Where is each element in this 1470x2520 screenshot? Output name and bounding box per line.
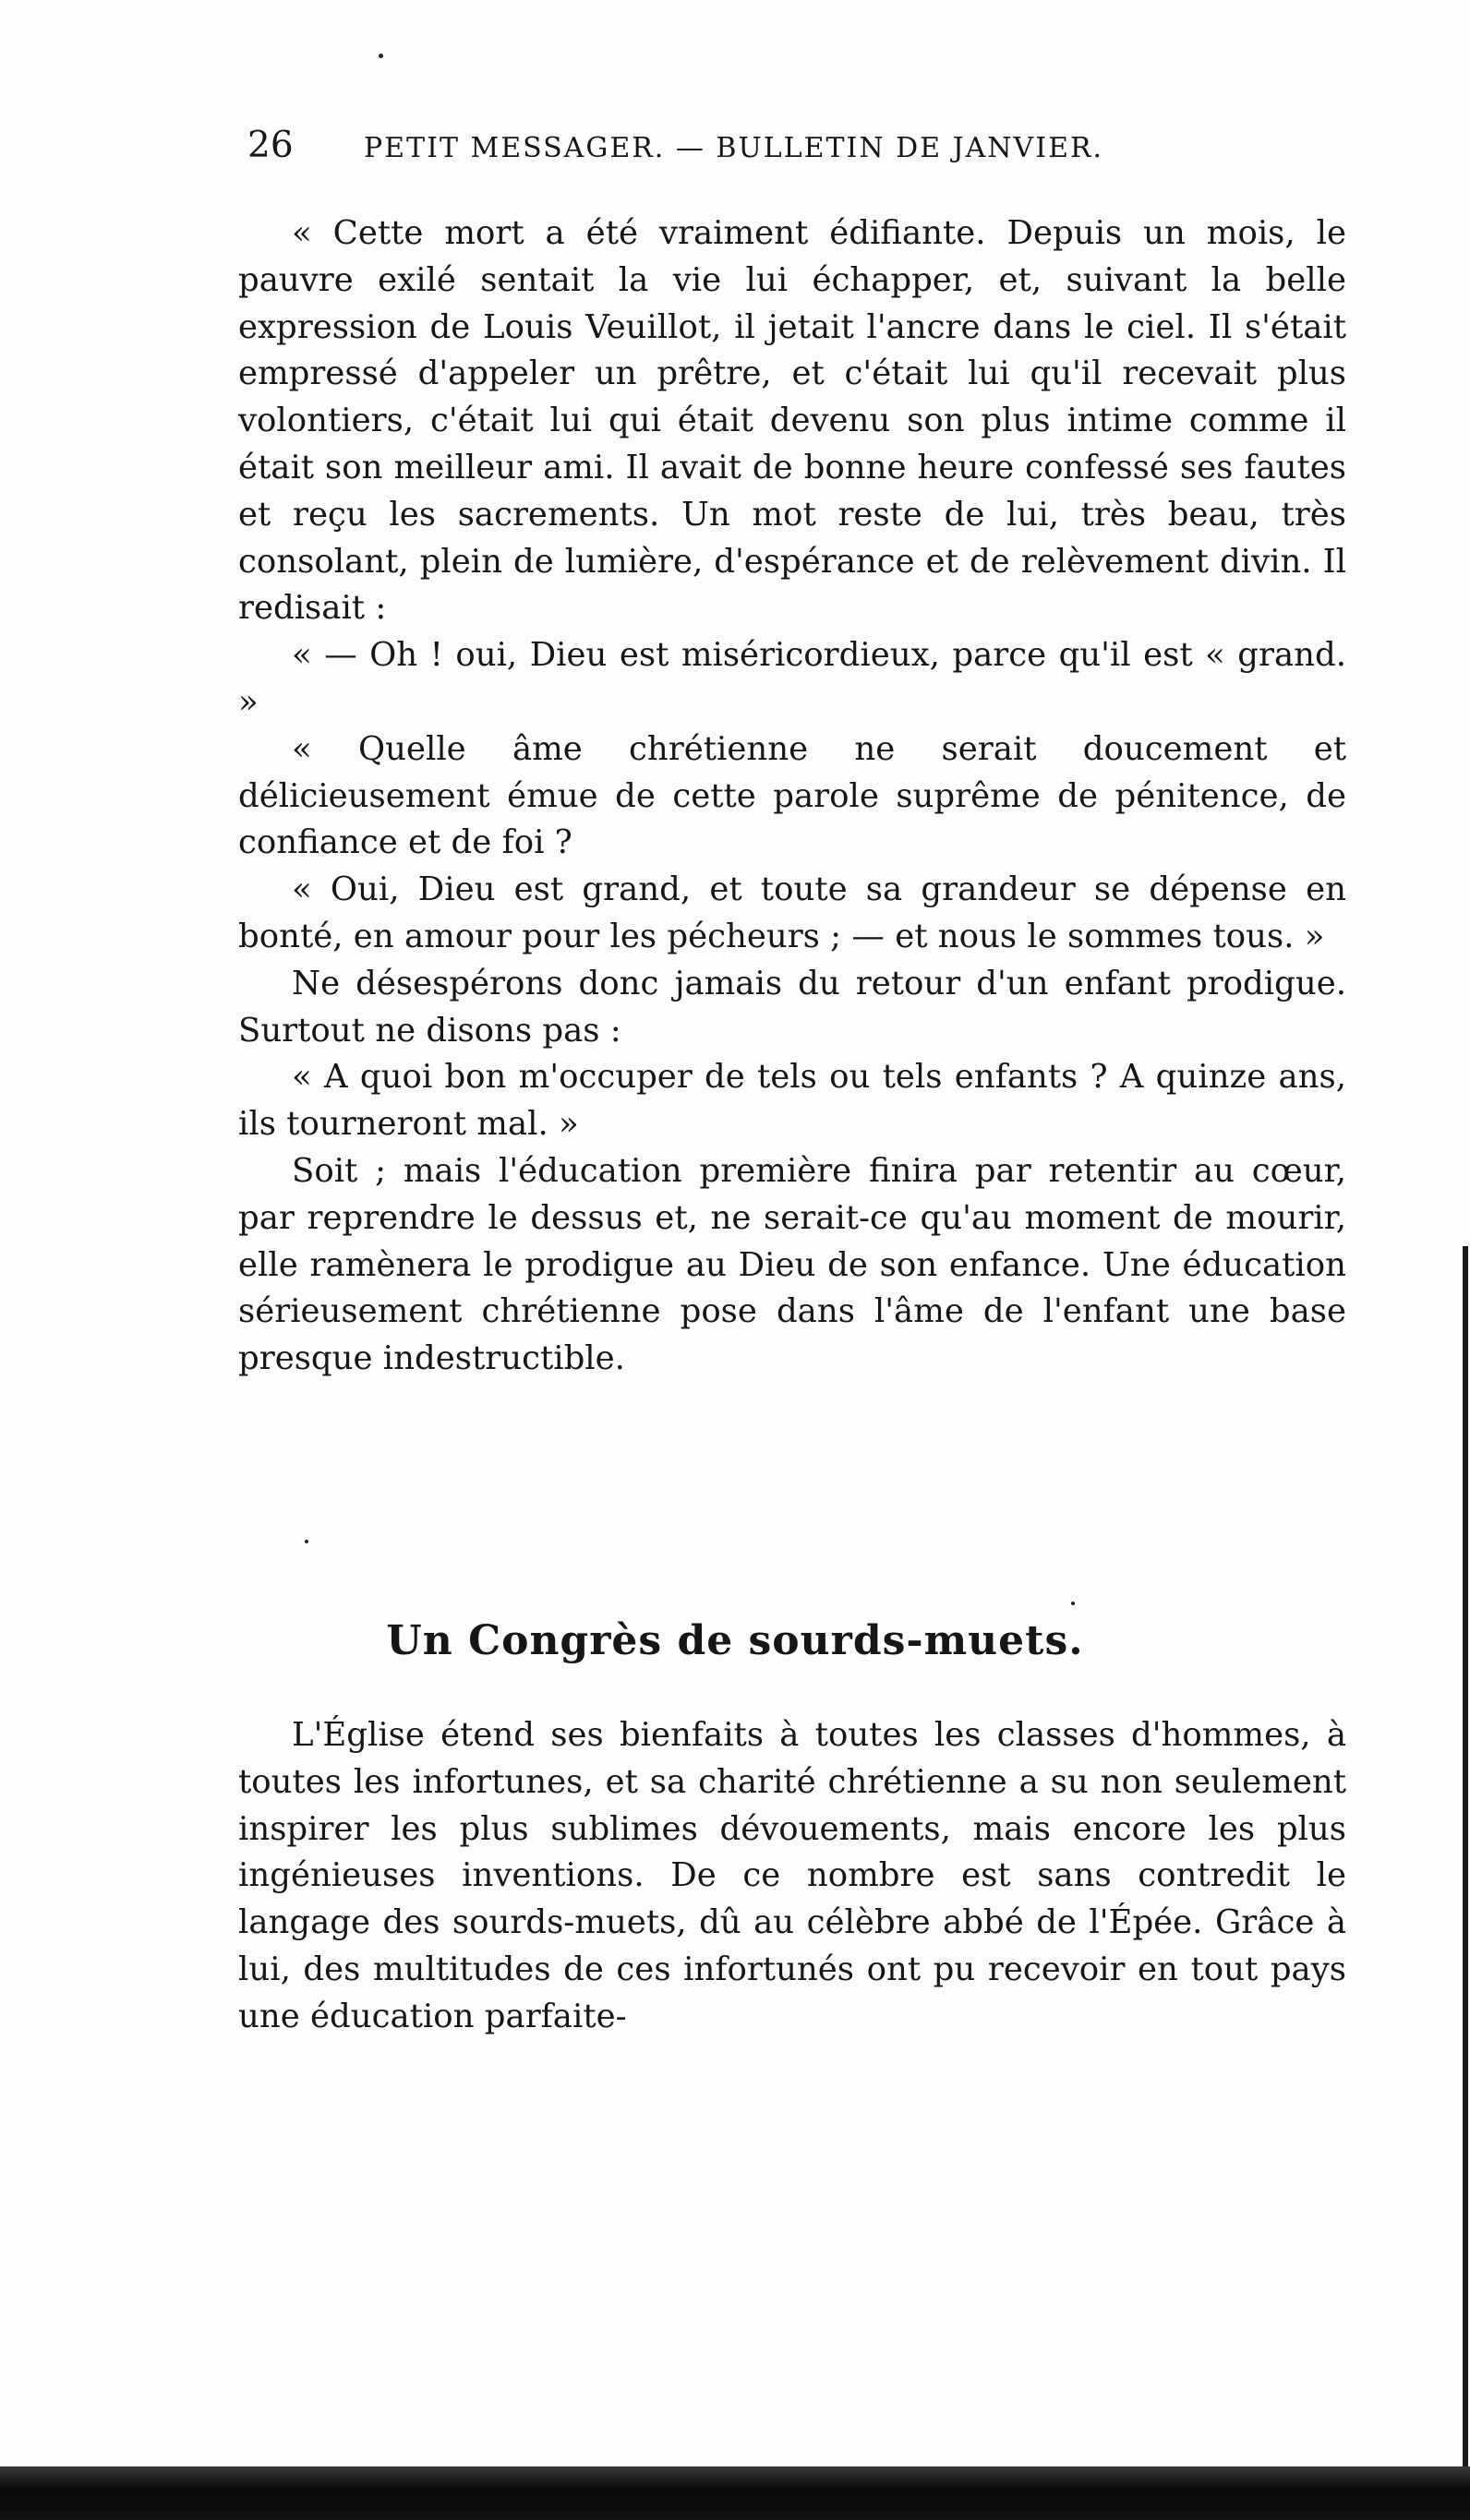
scan-edge-rule — [1463, 1246, 1468, 2474]
main-text — [238, 210, 1346, 1383]
paragraph-what-use: « A quoi bon m'occuper de tels ou tels enfants ? A quinze ans, ils tourneront mal. » — [238, 1058, 1346, 1144]
paragraph-eglise: L'Église étend ses bienfaits à toutes les classes d'hommes, à toutes les infortunes, et sa charité chrétienne a su non seulement inspirer les plus sublimes dévouements, mais encore les plus ingénieuses inventions. De ce nombre est sans contredit le langage des sourds-muets, dû au célèbre abbé de l'Épée. Grâce à lui, des multitudes de ces infortunés ont pu recevoir en tout pays une éducation parfaite- — [238, 1716, 1346, 2035]
paragraph-education: Soit ; mais l'éducation première finira par retentir au cœur, par reprendre le dessus et, ne serait-ce qu'au moment de mourir, elle ramènera le prodigue au Dieu de son enfance. Une éducation sérieusement chrétienne pose dans l'âme de l'enfant une base presque indestructible. — [238, 1151, 1346, 1378]
paragraph-god-is-great: « Oui, Dieu est grand, et toute sa grandeur se dépense en bonté, en amour pour les pécheurs ; — et nous le sommes tous. » — [238, 870, 1346, 955]
scan-speck — [379, 54, 383, 58]
section-title: Un Congrès de sourds-muets. — [386, 1617, 1084, 1664]
section-text — [238, 1712, 1346, 2041]
scan-speck — [305, 1540, 308, 1543]
paragraph-prodigal: Ne désespérons donc jamais du retour d'un enfant prodigue. Surtout ne disons pas : — [238, 964, 1346, 1050]
scan-speck — [1071, 1602, 1075, 1605]
page-number: 26 — [247, 125, 294, 166]
paragraph-quote-death: « Cette mort a été vraiment édifiante. Depuis un mois, le pauvre exilé sentait la vie lui échapper, et, suivant la belle expression de Louis Veuillot, il jetait l'ancre dans le ciel. Il s'était empressé d'appeler un prêtre, et c'était lui qu'il recevait plus volontiers, c'était lui qui était devenu son plus intime comme il était son meilleur ami. Il avait de bonne heure confessé ses fautes et reçu les sacrements. Un mot reste de lui, très beau, très consolant, plein de lumière, d'espérance et de relèvement divin. Il redisait : — [238, 214, 1346, 628]
running-header: PETIT MESSAGER. — BULLETIN DE JANVIER. — [364, 132, 1104, 164]
paragraph-christian-soul: « Quelle âme chrétienne ne serait doucement et délicieusement émue de cette parole suprême de pénitence, de confiance et de foi ? — [238, 729, 1346, 862]
scan-bottom-edge — [0, 2466, 1470, 2520]
paragraph-quote-mercy: « — Oh ! oui, Dieu est miséricordieux, parce qu'il est « grand. » — [238, 636, 1346, 721]
